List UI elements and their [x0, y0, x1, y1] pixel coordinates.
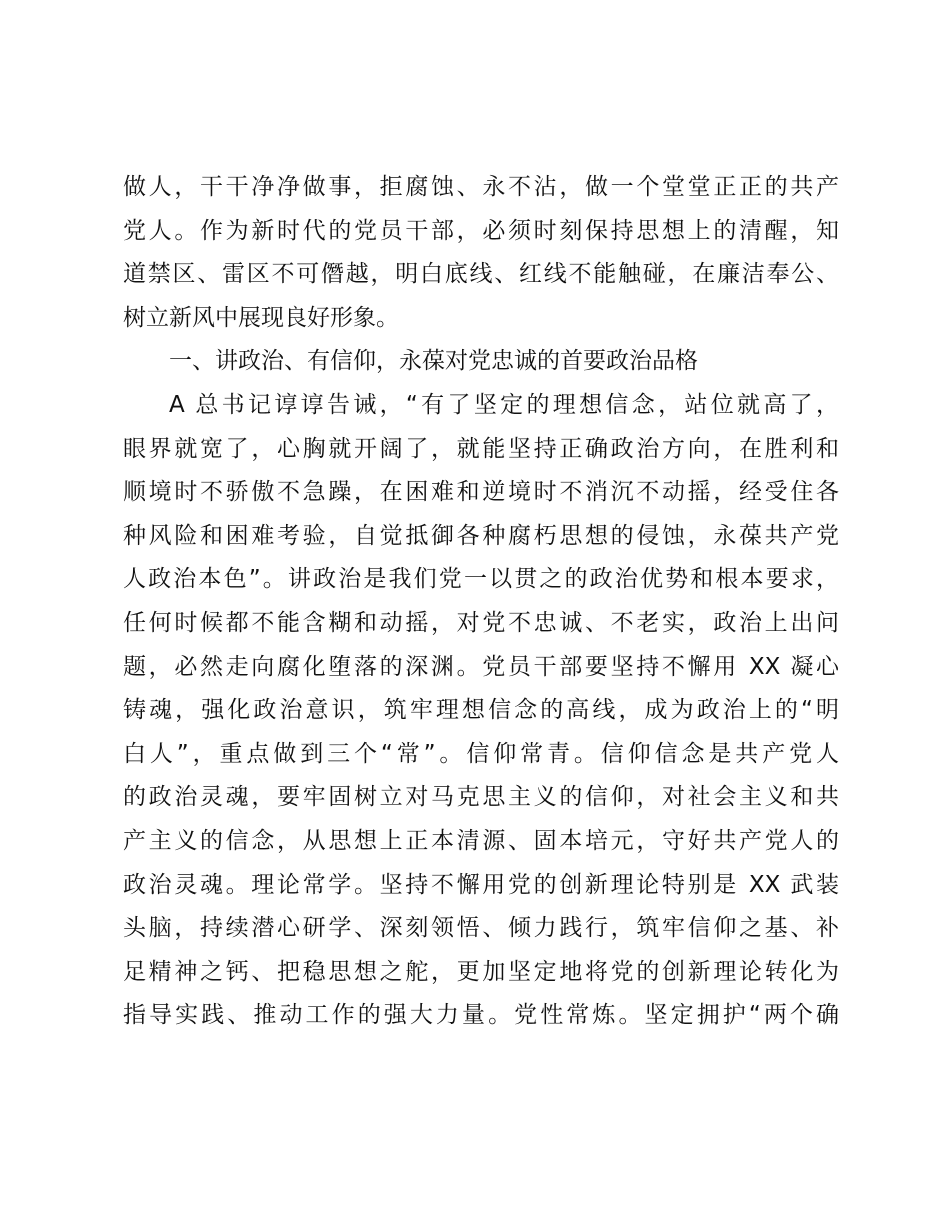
paragraph-line: 人政治本色”。讲政治是我们党一以贯之的政治优势和根本要求，	[123, 566, 839, 593]
paragraph-line: 政治灵魂。理论常学。坚持不懈用党的创新理论特别是 XX 武装	[123, 871, 839, 898]
paragraph-line: 题，必然走向腐化堕落的深渊。党员干部要坚持不懈用 XX 凝心	[123, 653, 839, 680]
paragraph-line: 头脑，持续潜心研学、深刻领悟、倾力践行，筑牢信仰之基、补	[123, 915, 839, 942]
paragraph-line: 足精神之钙、把稳思想之舵，更加坚定地将党的创新理论转化为	[123, 958, 839, 985]
paragraph-line: 白人”，重点做到三个“常”。信仰常青。信仰信念是共产党人	[123, 740, 839, 767]
paragraph-line: 做人，干干净净做事，拒腐蚀、永不沾，做一个堂堂正正的共产	[123, 174, 839, 200]
paragraph-line: 指导实践、推动工作的强大力量。党性常炼。坚定拥护“两个确	[123, 1002, 839, 1029]
paragraph-line: A 总书记谆谆告诫，“有了坚定的理想信念，站位就高了，	[169, 391, 839, 418]
paragraph-line: 种风险和困难考验，自觉抵御各种腐朽思想的侵蚀，永葆共产党	[123, 522, 839, 549]
document-body	[123, 166, 839, 1038]
paragraph-line: 铸魂，强化政治意识，筑牢理想信念的高线，成为政治上的“明	[123, 697, 839, 724]
paragraph-line: 产主义的信念，从思想上正本清源、固本培元，守好共产党人的	[123, 827, 839, 854]
paragraph-line: 的政治灵魂，要牢固树立对马克思主义的信仰，对社会主义和共	[123, 784, 839, 811]
paragraph-line: 眼界就宽了，心胸就开阔了，就能坚持正确政治方向，在胜利和	[123, 435, 839, 462]
paragraph-line: 任何时候都不能含糊和动摇，对党不忠诚、不老实，政治上出问	[123, 609, 839, 636]
paragraph-line: 顺境时不骄傲不急躁，在困难和逆境时不消沉不动摇，经受住各	[123, 479, 839, 506]
paragraph-line: 党人。作为新时代的党员干部，必须时刻保持思想上的清醒，知	[123, 217, 839, 244]
paragraph-line: 树立新风中展现良好形象。	[123, 304, 399, 331]
section-heading: 一、讲政治、有信仰，永葆对党忠诚的首要政治品格	[169, 348, 698, 375]
paragraph-line: 道禁区、雷区不可僭越，明白底线、红线不能触碰，在廉洁奉公、	[123, 261, 839, 288]
